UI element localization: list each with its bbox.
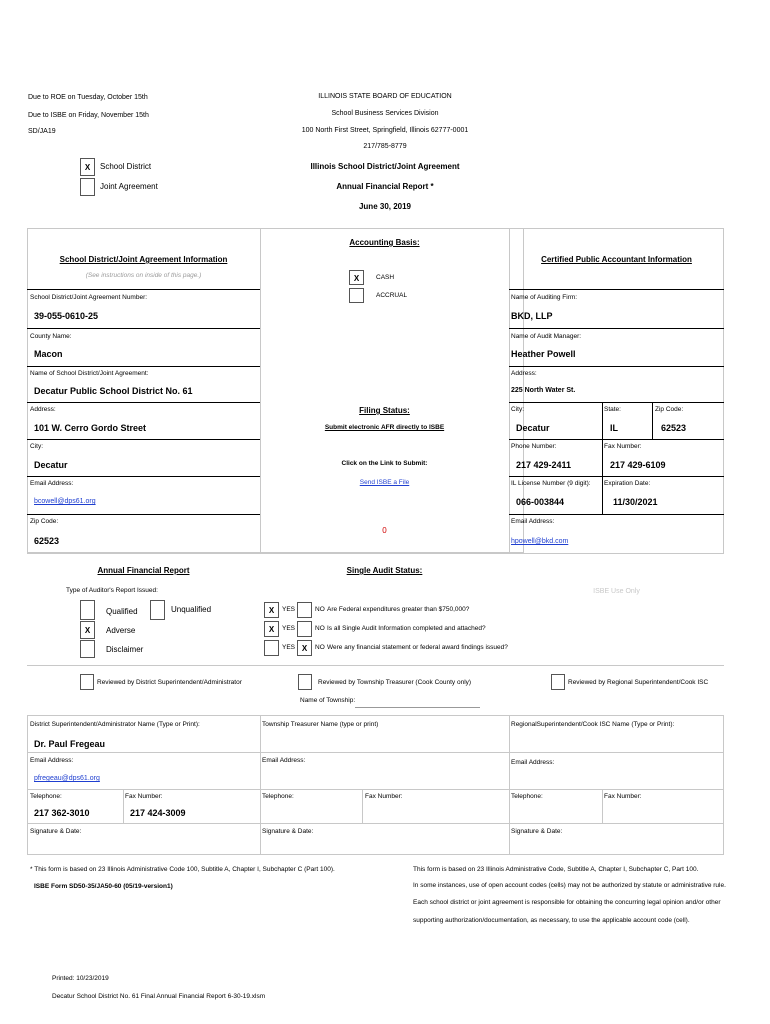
district-name-value[interactable]: Decatur Public School District No. 61 xyxy=(34,386,193,396)
due-roe-text: Due to ROE on Tuesday, October 15th xyxy=(28,94,148,101)
cpa-email-label: Email Address: xyxy=(511,518,555,525)
fiscal-date: June 30, 2019 xyxy=(358,202,412,211)
cpa-city-value[interactable]: Decatur xyxy=(516,423,550,433)
regional-fax-label: Fax Number: xyxy=(604,793,642,800)
regional-phone-label: Telephone: xyxy=(511,793,543,800)
agency-phone: 217/785-8779 xyxy=(363,143,407,150)
report-type-label: Type of Auditor's Report Issued: xyxy=(66,587,158,594)
left-section-title: School District/Joint Agreement Information xyxy=(59,255,228,264)
left-section-note: (See instructions on inside of this page.) xyxy=(85,272,202,279)
license-value[interactable]: 066-003844 xyxy=(516,497,565,507)
district-review-label: Reviewed by District Superintendent/Administrator xyxy=(97,679,242,686)
cash-label: CASH xyxy=(376,274,395,281)
file-name: Decatur School District No. 61 Final Annual Financial Report 6-30-19.xlsm xyxy=(52,993,266,1000)
audit-q3-no-checkbox[interactable]: X xyxy=(297,640,312,656)
due-isbe-text: Due to ISBE on Friday, November 15th xyxy=(28,112,149,119)
district-city-value[interactable]: Decatur xyxy=(34,460,68,470)
district-number-label: School District/Joint Agreement Number: xyxy=(30,294,148,301)
signers-frame xyxy=(27,715,724,855)
cpa-section-title: Certified Public Accountant Information xyxy=(541,255,692,264)
township-name-line[interactable] xyxy=(355,707,480,708)
regional-signature-label: Signature & Date: xyxy=(511,828,563,835)
accrual-label: ACCRUAL xyxy=(376,292,408,299)
footer-note-right-4: supporting authorization/documentation, as necessary, to use the applicable account code (cell). xyxy=(413,917,690,924)
district-name-label: Name of School District/Joint Agreement: xyxy=(30,370,149,377)
audit-q2-no-checkbox[interactable] xyxy=(297,621,312,637)
afr-title: Annual Financial Report xyxy=(97,566,190,575)
audit-q2-question: Is all Single Audit Information completed and attached? xyxy=(327,625,486,632)
district-review-checkbox[interactable] xyxy=(80,674,94,690)
adverse-label: Adverse xyxy=(106,626,136,635)
audit-q1-no-checkbox[interactable] xyxy=(297,602,312,618)
cpa-state-label: State: xyxy=(604,406,621,413)
superintendent-phone-value[interactable]: 217 362-3010 xyxy=(34,808,90,818)
filing-status-title: Filing Status: xyxy=(359,406,410,415)
joint-agreement-checkbox[interactable] xyxy=(80,178,95,196)
adverse-checkbox[interactable]: X xyxy=(80,621,95,639)
township-review-checkbox[interactable] xyxy=(298,674,312,690)
cash-checkbox[interactable]: X xyxy=(349,270,364,285)
audit-q3-yes-checkbox[interactable] xyxy=(264,640,279,656)
school-district-checkbox[interactable]: X xyxy=(80,158,95,176)
district-email-label: Email Address: xyxy=(30,480,74,487)
disclaimer-label: Disclaimer xyxy=(106,645,144,654)
footer-note-right-2: In some instances, use of open account codes (cells) may not be authorized by statute or administrative rule. xyxy=(413,882,726,889)
manager-value[interactable]: Heather Powell xyxy=(511,349,576,359)
division-name: School Business Services Division xyxy=(331,110,439,117)
district-city-label: City: xyxy=(30,443,43,450)
audit-q1-yes-checkbox[interactable]: X xyxy=(264,602,279,618)
district-number-value[interactable]: 39-055-0610-25 xyxy=(34,311,99,321)
superintendent-email-label: Email Address: xyxy=(30,757,74,764)
cpa-phone-value[interactable]: 217 429-2411 xyxy=(516,460,572,470)
superintendent-phone-label: Telephone: xyxy=(30,793,62,800)
school-district-label: School District xyxy=(100,162,152,171)
printed-date: Printed: 10/23/2019 xyxy=(52,975,109,982)
submit-afr-link[interactable]: Submit electronic AFR directly to ISBE xyxy=(324,424,445,431)
audit-q2-yes-checkbox[interactable]: X xyxy=(264,621,279,637)
form-code: SD/JA19 xyxy=(28,128,56,135)
qualified-checkbox[interactable] xyxy=(80,600,95,620)
superintendent-fax-label: Fax Number: xyxy=(125,793,163,800)
county-label: County Name: xyxy=(30,333,72,340)
qualified-label: Qualified xyxy=(106,607,138,616)
footer-note-right-1: This form is based on 23 Illinois Administrative Code, Subtitle A, Chapter I, Subchapter C, Part 100. xyxy=(413,866,699,873)
superintendent-email-link[interactable]: pfregeau@dps61.org xyxy=(34,775,100,782)
audit-q3-yes-label: YES xyxy=(282,644,296,651)
cpa-city-label: City: xyxy=(511,406,524,413)
regional-review-label: Reviewed by Regional Superintendent/Cook ISC xyxy=(568,679,709,686)
regional-name-label: RegionalSuperintendent/Cook ISC Name (Type or Print): xyxy=(511,721,675,728)
send-isbe-file-link[interactable]: Send ISBE a File xyxy=(359,479,410,486)
cpa-fax-label: Fax Number: xyxy=(604,443,642,450)
district-zip-value[interactable]: 62523 xyxy=(34,536,60,546)
cpa-address-label: Address: xyxy=(511,370,537,377)
audit-q1-yes-label: YES xyxy=(282,606,296,613)
superintendent-fax-value[interactable]: 217 424-3009 xyxy=(130,808,186,818)
single-audit-title: Single Audit Status: xyxy=(346,566,423,575)
regional-email-label: Email Address: xyxy=(511,759,555,766)
audit-q2-yes-label: YES xyxy=(282,625,296,632)
expiration-value[interactable]: 11/30/2021 xyxy=(613,497,658,507)
superintendent-name-label: District Superintendent/Administrator Name (Type or Print): xyxy=(30,721,200,728)
accounting-basis-title: Accounting Basis: xyxy=(349,238,420,247)
form-id: ISBE Form SD50-35/JA50-60 (05/19-version1) xyxy=(34,883,173,890)
district-email-link[interactable]: bcowell@dps61.org xyxy=(34,498,96,505)
regional-review-checkbox[interactable] xyxy=(551,674,565,690)
unqualified-label: Unqualified xyxy=(171,605,212,614)
expiration-label: Expiration Date: xyxy=(604,480,651,487)
treasurer-name-label: Township Treasurer Name (type or print) xyxy=(262,721,379,728)
district-address-value[interactable]: 101 W. Cerro Gordo Street xyxy=(34,423,147,433)
cpa-address-value[interactable]: 225 North Water St. xyxy=(511,387,576,394)
license-label: IL License Number (9 digit): xyxy=(511,480,591,487)
agency-address: 100 North First Street, Springfield, Illinois 62777-0001 xyxy=(301,127,469,134)
footer-note-left: * This form is based on 23 Illinois Administrative Code 100, Subtitle A, Chapter I, Subchapter C (Part 100). xyxy=(30,866,335,873)
firm-value[interactable]: BKD, LLP xyxy=(511,311,553,321)
cpa-phone-label: Phone Number: xyxy=(511,443,557,450)
unqualified-checkbox[interactable] xyxy=(150,600,165,620)
cpa-zip-value[interactable]: 62523 xyxy=(661,423,687,433)
audit-q1-question: Are Federal expenditures greater than $750,000? xyxy=(327,606,470,613)
cpa-email-link[interactable]: hpowell@bkd.com xyxy=(511,538,569,545)
isbe-use-only-label: ISBE Use Only xyxy=(593,588,640,595)
manager-label: Name of Audit Manager: xyxy=(511,333,582,340)
county-value[interactable]: Macon xyxy=(34,349,63,359)
district-address-label: Address: xyxy=(30,406,56,413)
treasurer-signature-label: Signature & Date: xyxy=(262,828,314,835)
joint-agreement-label: Joint Agreement xyxy=(100,182,158,191)
accrual-checkbox[interactable] xyxy=(349,288,364,303)
footer-note-right-3: Each school district or joint agreement is responsible for obtaining the concurring legal opinion and/or other xyxy=(413,899,721,906)
cpa-zip-label: Zip Code: xyxy=(655,406,684,413)
disclaimer-checkbox[interactable] xyxy=(80,640,95,658)
cpa-fax-value[interactable]: 217 429-6109 xyxy=(610,460,666,470)
superintendent-name-value[interactable]: Dr. Paul Fregeau xyxy=(34,739,106,749)
township-name-label: Name of Township: xyxy=(300,697,356,704)
audit-q3-question: Were any financial statement or federal award findings issued? xyxy=(327,644,508,651)
zero-indicator: 0 xyxy=(382,526,387,535)
agency-name: ILLINOIS STATE BOARD OF EDUCATION xyxy=(318,93,452,100)
audit-q2-no-label: NO xyxy=(315,625,325,632)
form-subtitle: Annual Financial Report * xyxy=(336,182,434,191)
treasurer-email-label: Email Address: xyxy=(262,757,306,764)
click-link-label: Click on the Link to Submit: xyxy=(341,460,428,467)
cpa-state-value[interactable]: IL xyxy=(610,423,618,433)
audit-q1-no-label: NO xyxy=(315,606,325,613)
firm-label: Name of Auditing Firm: xyxy=(511,294,578,301)
audit-q3-no-label: NO xyxy=(315,644,325,651)
township-review-label: Reviewed by Township Treasurer (Cook County only) xyxy=(318,679,472,686)
treasurer-fax-label: Fax Number: xyxy=(365,793,403,800)
form-title: Illinois School District/Joint Agreement xyxy=(310,162,460,171)
treasurer-phone-label: Telephone: xyxy=(262,793,294,800)
district-zip-label: Zip Code: xyxy=(30,518,59,525)
superintendent-signature-label: Signature & Date: xyxy=(30,828,82,835)
